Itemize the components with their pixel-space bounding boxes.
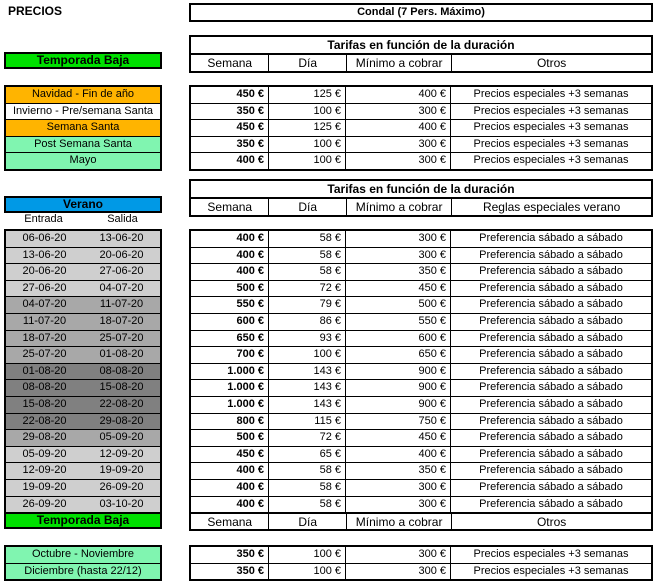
period-label: Mayo <box>6 153 160 169</box>
entrada-date: 20-06-20 <box>22 265 67 278</box>
section1-caption: Tarifas en función de la duración <box>191 37 651 55</box>
price-dia: 143 € <box>269 397 346 413</box>
price-dia: 125 € <box>269 120 346 136</box>
salida-date: 18-07-20 <box>99 314 144 327</box>
rule-text: Preferencia sábado a sábado <box>479 464 623 477</box>
price-dia: 65 € <box>269 447 346 463</box>
price-semana: 400 € <box>191 463 269 479</box>
col-dia: Día <box>269 55 347 71</box>
section2-table <box>189 229 653 514</box>
col-otros: Otros <box>536 56 567 70</box>
period-label: Octubre - Noviembre <box>6 547 160 564</box>
col-semana: Semana <box>191 199 269 215</box>
period-label: Navidad - Fin de año <box>6 87 160 104</box>
price-minimo: 300 € <box>346 231 451 247</box>
salida-date: 29-08-20 <box>99 414 144 427</box>
price-dia: 72 € <box>269 430 346 446</box>
period-label: Semana Santa <box>6 120 160 137</box>
price-dia: 100 € <box>269 347 346 363</box>
rule-text: Preferencia sábado a sábado <box>479 480 623 493</box>
price-minimo: 300 € <box>346 564 451 580</box>
table-row <box>191 497 651 513</box>
price-semana: 400 € <box>191 497 269 513</box>
table-row <box>191 264 651 281</box>
rule-text: Preferencia sábado a sábado <box>479 414 623 427</box>
date-row <box>6 447 160 464</box>
price-dia: 100 € <box>269 564 346 580</box>
rule-text: Precios especiales +3 semanas <box>473 137 629 150</box>
price-semana: 350 € <box>191 104 269 120</box>
entrada-date: 25-07-20 <box>22 348 67 361</box>
entrada-date: 01-08-20 <box>22 364 67 377</box>
section2-header <box>189 179 653 217</box>
price-dia: 86 € <box>269 314 346 330</box>
price-minimo: 300 € <box>346 480 451 496</box>
col-reglas: Reglas especiales verano <box>482 200 621 214</box>
price-minimo: 350 € <box>346 463 451 479</box>
entrada-date: 04-07-20 <box>22 298 67 311</box>
price-dia: 93 € <box>269 331 346 347</box>
entrada-date: 22-08-20 <box>22 414 67 427</box>
date-row <box>6 314 160 331</box>
entrada-date: 12-09-20 <box>22 464 67 477</box>
price-semana: 400 € <box>191 231 269 247</box>
price-semana: 800 € <box>191 414 269 430</box>
date-row <box>6 463 160 480</box>
rule-text: Preferencia sábado a sábado <box>479 265 623 278</box>
section1-columns <box>191 55 651 71</box>
price-minimo: 600 € <box>346 331 451 347</box>
section3-columns <box>191 514 651 530</box>
rule-text: Precios especiales +3 semanas <box>473 564 629 577</box>
date-subheader <box>4 213 162 225</box>
section3-table <box>189 545 653 581</box>
price-semana: 600 € <box>191 314 269 330</box>
rule-text: Precios especiales +3 semanas <box>473 88 629 100</box>
col-dia: Día <box>269 199 347 215</box>
salida-date: 13-06-20 <box>99 232 144 244</box>
price-dia: 58 € <box>269 463 346 479</box>
salida-date: 01-08-20 <box>99 348 144 361</box>
table-row <box>191 380 651 397</box>
price-minimo: 350 € <box>346 264 451 280</box>
price-semana: 1.000 € <box>191 397 269 413</box>
price-minimo: 900 € <box>346 364 451 380</box>
section3-labels <box>4 545 162 581</box>
entrada-date: 06-06-20 <box>22 232 67 244</box>
table-row <box>191 414 651 431</box>
rule-text: Preferencia sábado a sábado <box>479 381 623 394</box>
price-semana: 500 € <box>191 430 269 446</box>
season-temporada-baja-2: Temporada Baja <box>4 512 162 529</box>
price-semana: 400 € <box>191 264 269 280</box>
price-dia: 100 € <box>269 104 346 120</box>
price-minimo: 550 € <box>346 314 451 330</box>
date-row <box>6 497 160 513</box>
table-row <box>191 297 651 314</box>
price-dia: 115 € <box>269 414 346 430</box>
rule-text: Precios especiales +3 semanas <box>473 548 629 560</box>
price-dia: 100 € <box>269 153 346 169</box>
salida-date: 19-09-20 <box>99 464 144 477</box>
price-semana: 550 € <box>191 297 269 313</box>
entrada-date: 05-09-20 <box>22 447 67 460</box>
col-dia: Día <box>269 514 347 530</box>
price-minimo: 450 € <box>346 281 451 297</box>
rule-text: Precios especiales +3 semanas <box>473 121 629 134</box>
table-row <box>191 463 651 480</box>
salida-date: 04-07-20 <box>99 281 144 294</box>
salida-date: 26-09-20 <box>99 480 144 493</box>
price-minimo: 400 € <box>346 120 451 136</box>
table-row <box>191 104 651 121</box>
price-minimo: 900 € <box>346 397 451 413</box>
table-row <box>191 480 651 497</box>
table-row <box>191 153 651 169</box>
date-row <box>6 331 160 348</box>
rule-text: Preferencia sábado a sábado <box>479 248 623 261</box>
price-semana: 650 € <box>191 331 269 347</box>
col-minimo: Mínimo a cobrar <box>347 199 452 215</box>
price-semana: 400 € <box>191 480 269 496</box>
col-semana: Semana <box>191 55 269 71</box>
rule-text: Preferencia sábado a sábado <box>479 348 623 361</box>
date-row <box>6 297 160 314</box>
table-row <box>191 447 651 464</box>
price-minimo: 400 € <box>346 87 451 103</box>
table-row <box>191 137 651 154</box>
table-row <box>191 331 651 348</box>
price-dia: 143 € <box>269 380 346 396</box>
price-minimo: 300 € <box>346 248 451 264</box>
price-dia: 125 € <box>269 87 346 103</box>
price-semana: 450 € <box>191 447 269 463</box>
salida-date: 22-08-20 <box>99 397 144 410</box>
price-dia: 58 € <box>269 231 346 247</box>
price-minimo: 500 € <box>346 297 451 313</box>
price-minimo: 300 € <box>346 497 451 513</box>
date-row <box>6 347 160 364</box>
section2-dates <box>4 229 162 514</box>
rule-text: Preferencia sábado a sábado <box>479 431 623 444</box>
rule-text: Precios especiales +3 semanas <box>473 104 629 117</box>
page-title: PRECIOS <box>8 4 63 18</box>
period-label: Diciembre (hasta 22/12) <box>6 564 160 580</box>
price-dia: 143 € <box>269 364 346 380</box>
table-row <box>191 281 651 298</box>
salida-date: 11-07-20 <box>99 298 144 311</box>
property-name: Condal (7 Pers. Máximo) <box>189 3 653 22</box>
rule-text: Precios especiales +3 semanas <box>473 154 629 167</box>
price-semana: 400 € <box>191 153 269 169</box>
salida-date: 15-08-20 <box>99 381 144 394</box>
price-dia: 58 € <box>269 248 346 264</box>
period-label: Invierno - Pre/semana Santa <box>6 104 160 121</box>
price-minimo: 900 € <box>346 380 451 396</box>
rule-text: Preferencia sábado a sábado <box>479 364 623 377</box>
date-row <box>6 264 160 281</box>
price-dia: 100 € <box>269 137 346 153</box>
col-minimo: Mínimo a cobrar <box>347 55 452 71</box>
price-semana: 450 € <box>191 87 269 103</box>
entrada-date: 19-09-20 <box>22 480 67 493</box>
season-temporada-baja: Temporada Baja <box>4 52 162 69</box>
table-row <box>191 364 651 381</box>
price-minimo: 300 € <box>346 137 451 153</box>
salida-date: 12-09-20 <box>99 447 144 460</box>
col-otros: Otros <box>536 515 567 529</box>
col-minimo: Mínimo a cobrar <box>347 514 452 530</box>
entrada-date: 27-06-20 <box>22 281 67 294</box>
date-row <box>6 397 160 414</box>
salida-date: 03-10-20 <box>99 497 144 510</box>
table-row <box>191 547 651 564</box>
date-row <box>6 430 160 447</box>
price-minimo: 400 € <box>346 447 451 463</box>
season-verano: Verano <box>4 196 162 213</box>
section1-table <box>189 85 653 171</box>
price-dia: 58 € <box>269 497 346 513</box>
section3-header <box>189 512 653 531</box>
col-semana: Semana <box>191 514 269 530</box>
table-row <box>191 347 651 364</box>
price-minimo: 300 € <box>346 153 451 169</box>
price-semana: 450 € <box>191 120 269 136</box>
rule-text: Preferencia sábado a sábado <box>479 331 623 344</box>
rule-text: Preferencia sábado a sábado <box>479 298 623 311</box>
salida-date: 20-06-20 <box>99 248 144 261</box>
rule-text: Preferencia sábado a sábado <box>479 232 623 244</box>
entrada-date: 13-06-20 <box>22 248 67 261</box>
rule-text: Preferencia sábado a sábado <box>479 397 623 410</box>
salida-date: 08-08-20 <box>99 364 144 377</box>
date-row <box>6 380 160 397</box>
table-row <box>191 248 651 265</box>
table-row <box>191 314 651 331</box>
entrada-date: 29-08-20 <box>22 431 67 444</box>
price-semana: 350 € <box>191 137 269 153</box>
rule-text: Preferencia sábado a sábado <box>479 281 623 294</box>
table-row <box>191 397 651 414</box>
salida-date: 27-06-20 <box>99 265 144 278</box>
date-row <box>6 231 160 248</box>
entrada-date: 08-08-20 <box>22 381 67 394</box>
entrada-label: Entrada <box>24 213 63 225</box>
price-semana: 350 € <box>191 547 269 563</box>
price-semana: 700 € <box>191 347 269 363</box>
salida-date: 05-09-20 <box>99 431 144 444</box>
price-dia: 58 € <box>269 480 346 496</box>
table-row <box>191 87 651 104</box>
section1-header <box>189 35 653 73</box>
table-row <box>191 430 651 447</box>
price-semana: 1.000 € <box>191 364 269 380</box>
rule-text: Preferencia sábado a sábado <box>479 447 623 460</box>
date-row <box>6 414 160 431</box>
price-semana: 1.000 € <box>191 380 269 396</box>
price-semana: 400 € <box>191 248 269 264</box>
price-minimo: 750 € <box>346 414 451 430</box>
price-semana: 500 € <box>191 281 269 297</box>
price-semana: 350 € <box>191 564 269 580</box>
section2-caption: Tarifas en función de la duración <box>191 181 651 199</box>
date-row <box>6 480 160 497</box>
date-row <box>6 281 160 298</box>
price-minimo: 450 € <box>346 430 451 446</box>
entrada-date: 18-07-20 <box>22 331 67 344</box>
price-dia: 79 € <box>269 297 346 313</box>
price-minimo: 300 € <box>346 547 451 563</box>
date-row <box>6 248 160 265</box>
table-row <box>191 231 651 248</box>
table-row <box>191 120 651 137</box>
entrada-date: 11-07-20 <box>22 314 67 327</box>
salida-label: Salida <box>107 213 138 225</box>
price-dia: 72 € <box>269 281 346 297</box>
price-dia: 100 € <box>269 547 346 563</box>
price-minimo: 650 € <box>346 347 451 363</box>
period-label: Post Semana Santa <box>6 137 160 154</box>
price-minimo: 300 € <box>346 104 451 120</box>
table-row <box>191 564 651 580</box>
rule-text: Preferencia sábado a sábado <box>479 497 623 510</box>
section2-columns <box>191 199 651 215</box>
entrada-date: 15-08-20 <box>22 397 67 410</box>
date-row <box>6 364 160 381</box>
entrada-date: 26-09-20 <box>22 497 67 510</box>
price-dia: 58 € <box>269 264 346 280</box>
section1-labels <box>4 85 162 171</box>
salida-date: 25-07-20 <box>99 331 144 344</box>
rule-text: Preferencia sábado a sábado <box>479 314 623 327</box>
